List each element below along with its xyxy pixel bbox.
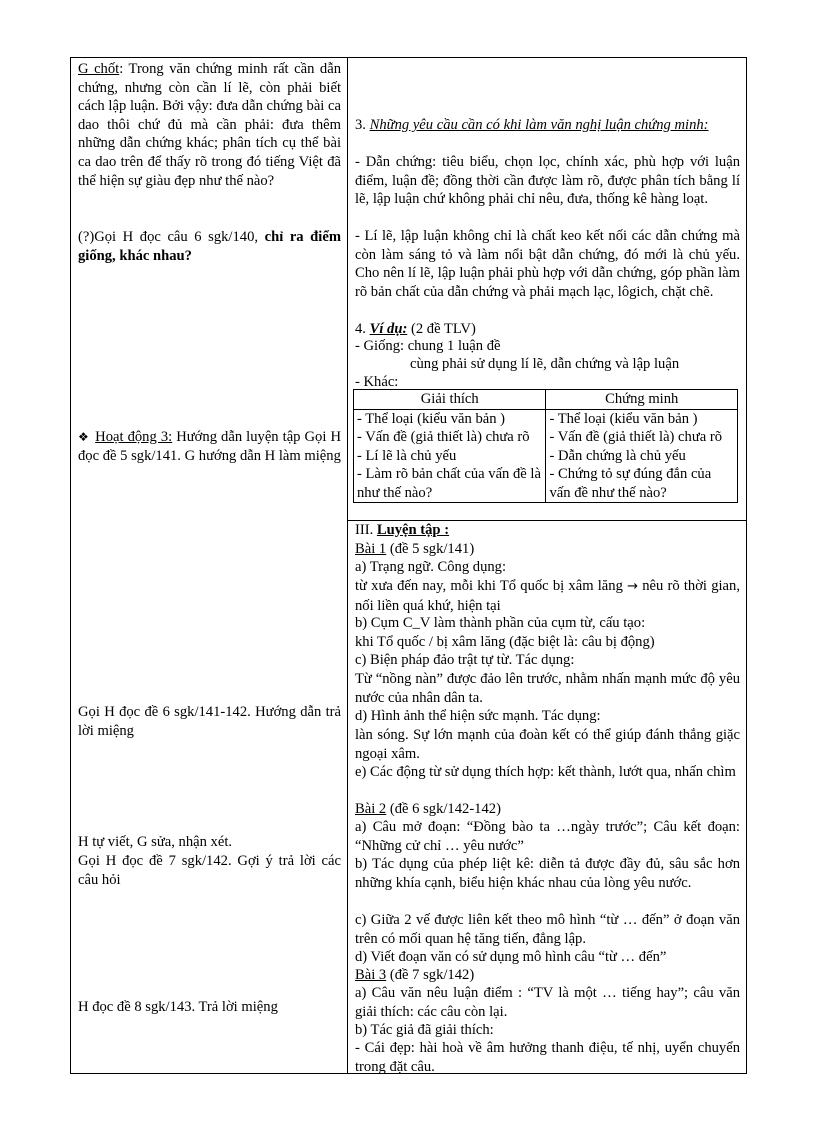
question-6-paragraph [78,228,341,265]
ex1-e: e) Các động từ sử dụng thích hợp: kết thành, lướt qua, nhấn chìm [355,764,736,780]
example-number: 4. [355,321,370,337]
right-arrow-icon: → [627,579,638,594]
exercise-1-heading [355,540,740,559]
table-cell-text: - Vấn đề (giả thiết là) chưa rõ [357,429,530,445]
section-3-heading [355,116,740,135]
header-explanation: Giải thích [354,390,546,410]
ex3-a: a) Câu văn nêu luận điểm : “TV là một … tiếng hay”; câu văn giải thích: các câu còn lại. [355,985,740,1020]
ex1-b-detail: khi Tổ quốc / bị xâm lăng (đặc biệt là: câu bị động) [355,634,655,650]
g-chot-label: G chốt [78,61,120,77]
table-cell-text: - Làm rõ bản chất của vấn đề là như thế nào? [357,466,541,501]
similar-line-2: cùng phải sử dụng lí lẽ, dẫn chứng và lập luận [410,356,680,372]
ex1-a-detail-tail: nêu rõ thời gian, nối liền quá khứ, hiện tại [355,578,740,614]
explanation-cell [354,409,546,503]
exercise-3-label: Bài 3 [355,967,387,983]
ex1-b: b) Cụm C_V làm thành phần của cụm từ, cấu tạo: [355,615,646,631]
exercise-1-rest: (đề 5 sgk/141) [386,541,475,557]
h-self-write: H tự viết, G sửa, nhận xét. [78,834,233,850]
different-label: - Khác: [355,374,399,390]
g-chot-text: : Trong văn chứng minh rất cần dẫn chứng, nhưng còn cần lí lẽ, còn phải biết cách lập luận. Bởi vậy: đưa dẫn chứng bài ca dao thôi chứ đủ mà cần phải: đưa thêm những dẫn chứng khác; phân tích cụ thể bài ca dao trên để thấy rõ trong đó tiếng Việt đã thể hiện sự giàu đẹp như thế nào? [78,61,341,189]
ex1-a: a) Trạng ngữ. Công dụng: [355,559,507,575]
exercise-1-label: Bài 1 [355,541,387,557]
ex2-b: b) Tác dụng của phép liệt kê: diễn tả được đầy đủ, sâu sắc hơn những khía cạnh, biểu hiện khác nhau của lòng yêu nước. [355,856,740,891]
comparison-table [353,389,738,503]
evidence-paragraph: - Dẫn chứng: tiêu biểu, chọn lọc, chính xác, phù hợp với luận điểm, luận đề; đồng thời cần được làm rõ, được phân tích bằng lí lẽ, lập luận chứ không phải chỉ nêu, đưa, thống kê hàng loạt. [355,154,740,208]
table-cell-text: - Thể loại (kiểu văn bản ) [549,410,698,427]
ex2-d: d) Viết đoạn văn có sử dụng mô hình câu “từ … đến” [355,949,667,965]
ex1-c-detail: Từ “nồng nàn” được đảo lên trước, nhằm nhấn mạnh mức độ yêu nước của nhân dân ta. [355,671,740,706]
diamond-bullet-icon: ❖ [78,430,90,444]
example-rest: (2 đề TLV) [407,321,476,337]
header-proof: Chứng minh [546,390,738,410]
reasoning-paragraph: - Lí lẽ, lập luận không chỉ là chất keo kết nối các dẫn chứng mà còn làm sáng tỏ và làm nổi bật dẫn chứng, đó mới là chủ yếu. Cho nên lí lẽ, lập luận phải phù hợp với dẫn chứng, góp phần làm rõ bản chất của dẫn chứng và phải mạch lạc, lôgich, chặt chẽ. [355,228,740,300]
similar-line-1: - Giống: chung 1 luận đề [355,338,501,354]
ex3-b-detail: - Cái đẹp: hài hoà về âm hưởng thanh điệu, tế nhị, uyển chuyển trong đặt câu. [355,1040,740,1075]
question-6-text: (?)Gọi H đọc câu 6 sgk/140, [78,229,265,245]
activity-3-text: Hướng dẫn luyện tập Gọi H đọc đề 5 sgk/141. G hướng dẫn H làm miệng [78,429,341,464]
comparison-body-row [354,409,738,503]
question-6-bold: chỉ ra điểm giống, khác nhau? [78,229,341,264]
activity-3-paragraph [78,428,341,465]
lesson-table [70,57,747,1074]
exercise-8-instruction: H đọc đề 8 sgk/143. Trả lời miệng [78,999,278,1015]
ex1-c: c) Biện pháp đảo trật tự từ. Tác dụng: [355,652,575,668]
exercise-6-instruction: Gọi H đọc đề 6 sgk/141-142. Hướng dẫn trả lời miệng [78,704,341,739]
section-3-title: Những yêu cầu cần có khi làm văn nghị luận chứng minh: [369,117,709,133]
exercise-2-rest: (đề 6 sgk/142-142) [386,801,501,817]
ex1-a-detail [355,577,740,615]
activity-3-label: Hoạt động 3: [95,429,173,445]
teacher-activity-column [71,58,348,1073]
table-cell-text: - Chứng tỏ sự đúng đắn của vấn đề như thế nào? [549,466,712,501]
ex1-a-detail-text: từ xưa đến nay, mỗi khi Tổ quốc bị xâm lăng [355,578,628,594]
practice-heading [355,521,740,540]
content-column [348,58,746,1073]
table-cell-text: - Dẫn chứng là chủ yếu [549,447,686,464]
section-3-number: 3. [355,117,370,133]
ex3-b: b) Tác giả đã giải thích: [355,1022,494,1038]
table-cell-text: - Thể loại (kiểu văn bản ) [357,410,506,427]
exercise-2-label: Bài 2 [355,801,387,817]
exercise-2-heading [355,800,740,819]
proof-cell [546,409,738,503]
exercise-3-heading [355,966,740,985]
ex1-d: d) Hình ảnh thể hiện sức mạnh. Tác dụng: [355,708,601,724]
ex1-d-detail: làn sóng. Sự lớn mạnh của đoàn kết có thể giúp đánh thắng giặc ngoại xâm. [355,727,740,762]
example-heading [355,320,740,339]
table-cell-text: - Vấn đề (giả thiết là) chưa rõ [549,429,723,445]
table-cell-text: - Lí lẽ là chủ yếu [357,447,457,464]
comparison-header-row [354,390,738,410]
practice-title: Luyện tập : [376,522,450,538]
ex2-a: a) Câu mở đoạn: “Đồng bào ta …ngày trước”; Câu kết đoạn: “Những cử chỉ … yêu nước” [355,819,740,854]
ex2-c: c) Giữa 2 vế được liên kết theo mô hình “từ … đến” ở đoạn văn trên có mối quan hệ tăng tiến, đẳng lập. [355,912,740,947]
g-chot-paragraph [78,60,341,190]
exercise-3-rest: (đề 7 sgk/142) [386,967,475,983]
example-label: Ví dụ: [369,321,408,337]
exercise-7-instruction: Gọi H đọc đề 7 sgk/142. Gợi ý trả lời các câu hỏi [78,853,341,888]
practice-roman: III. [355,522,377,538]
